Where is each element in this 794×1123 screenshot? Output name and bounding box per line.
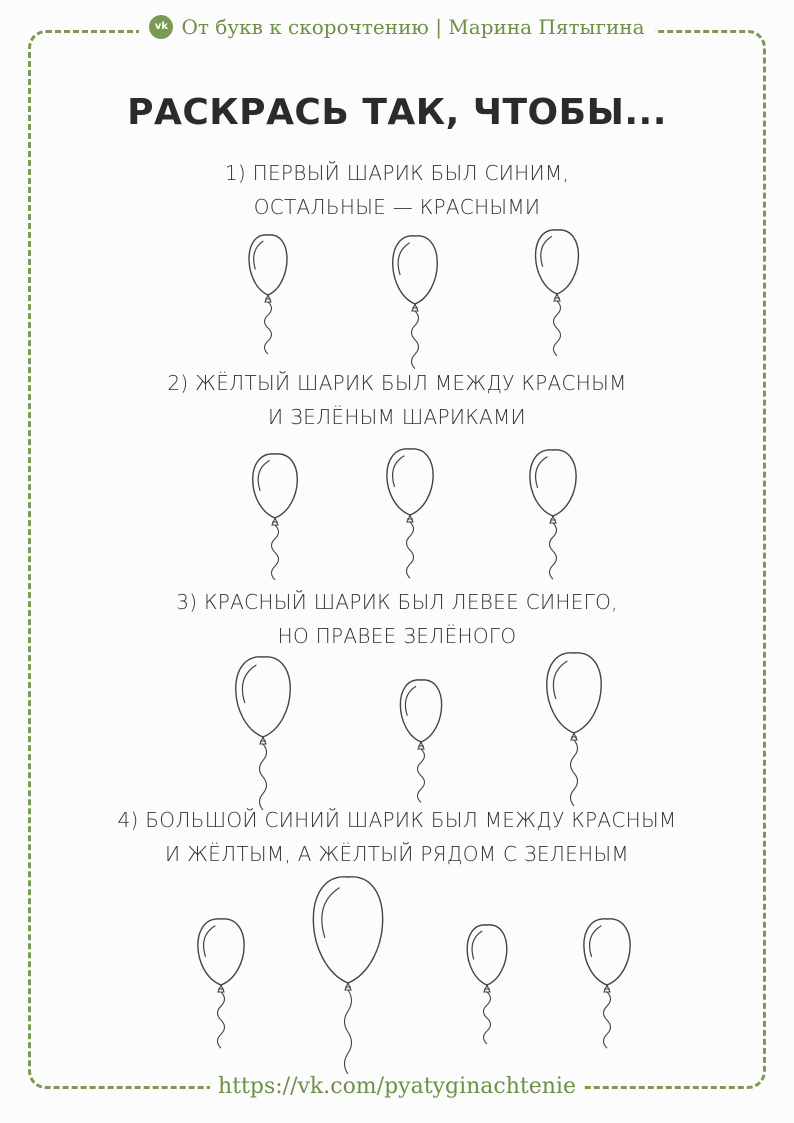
vk-icon: vk: [149, 15, 173, 39]
task-2-line-1: 2) ЖЁЛТЫЙ ШАРИК БЫЛ МЕЖДУ КРАСНЫМ: [167, 371, 627, 395]
balloon-icon: [236, 657, 290, 810]
footer-url: https://vk.com/pyatyginachtenie: [210, 1074, 584, 1099]
task-3-line-1: 3) КРАСНЫЙ ШАРИК БЫЛ ЛЕВЕЕ СИНЕГО,: [176, 590, 618, 614]
balloon-icon: [198, 919, 244, 1048]
balloon-icon: [249, 235, 287, 354]
page-footer: [0, 1074, 794, 1099]
balloon-icon: [467, 925, 507, 1044]
task-2-line-2: И ЗЕЛЁНЫМ ШАРИКАМИ: [268, 405, 526, 429]
balloon-icon: [253, 454, 298, 580]
balloon-icon: [400, 680, 441, 803]
balloon-icon: [530, 450, 576, 579]
task-4-line-1: 4) БОЛЬШОЙ СИНИЙ ШАРИК БЫЛ МЕЖДУ КРАСНЫМ: [117, 808, 677, 832]
task-3-line-2: НО ПРАВЕЕ ЗЕЛЁНОГО: [277, 624, 517, 648]
balloon-icon: [547, 653, 601, 806]
task-1-line-1: 1) ПЕРВЫЙ ШАРИК БЫЛ СИНИМ,: [224, 161, 570, 185]
balloon-icon: [313, 877, 382, 1074]
balloon-icon: [387, 449, 433, 578]
balloon-icon: [393, 236, 438, 369]
balloon-icon: [536, 230, 579, 356]
balloon-icon: [584, 919, 630, 1048]
page-title: РАСКРАСЬ ТАК, ЧТОБЫ...: [127, 92, 667, 133]
header-text: От букв к скорочтению | Марина Пятыгина: [181, 14, 645, 39]
task-1-line-2: ОСТАЛЬНЫЕ — КРАСНЫМИ: [253, 195, 541, 219]
task-4-line-2: И ЖЁЛТЫМ, А ЖЁЛТЫЙ РЯДОМ С ЗЕЛЕНЫМ: [165, 842, 629, 866]
